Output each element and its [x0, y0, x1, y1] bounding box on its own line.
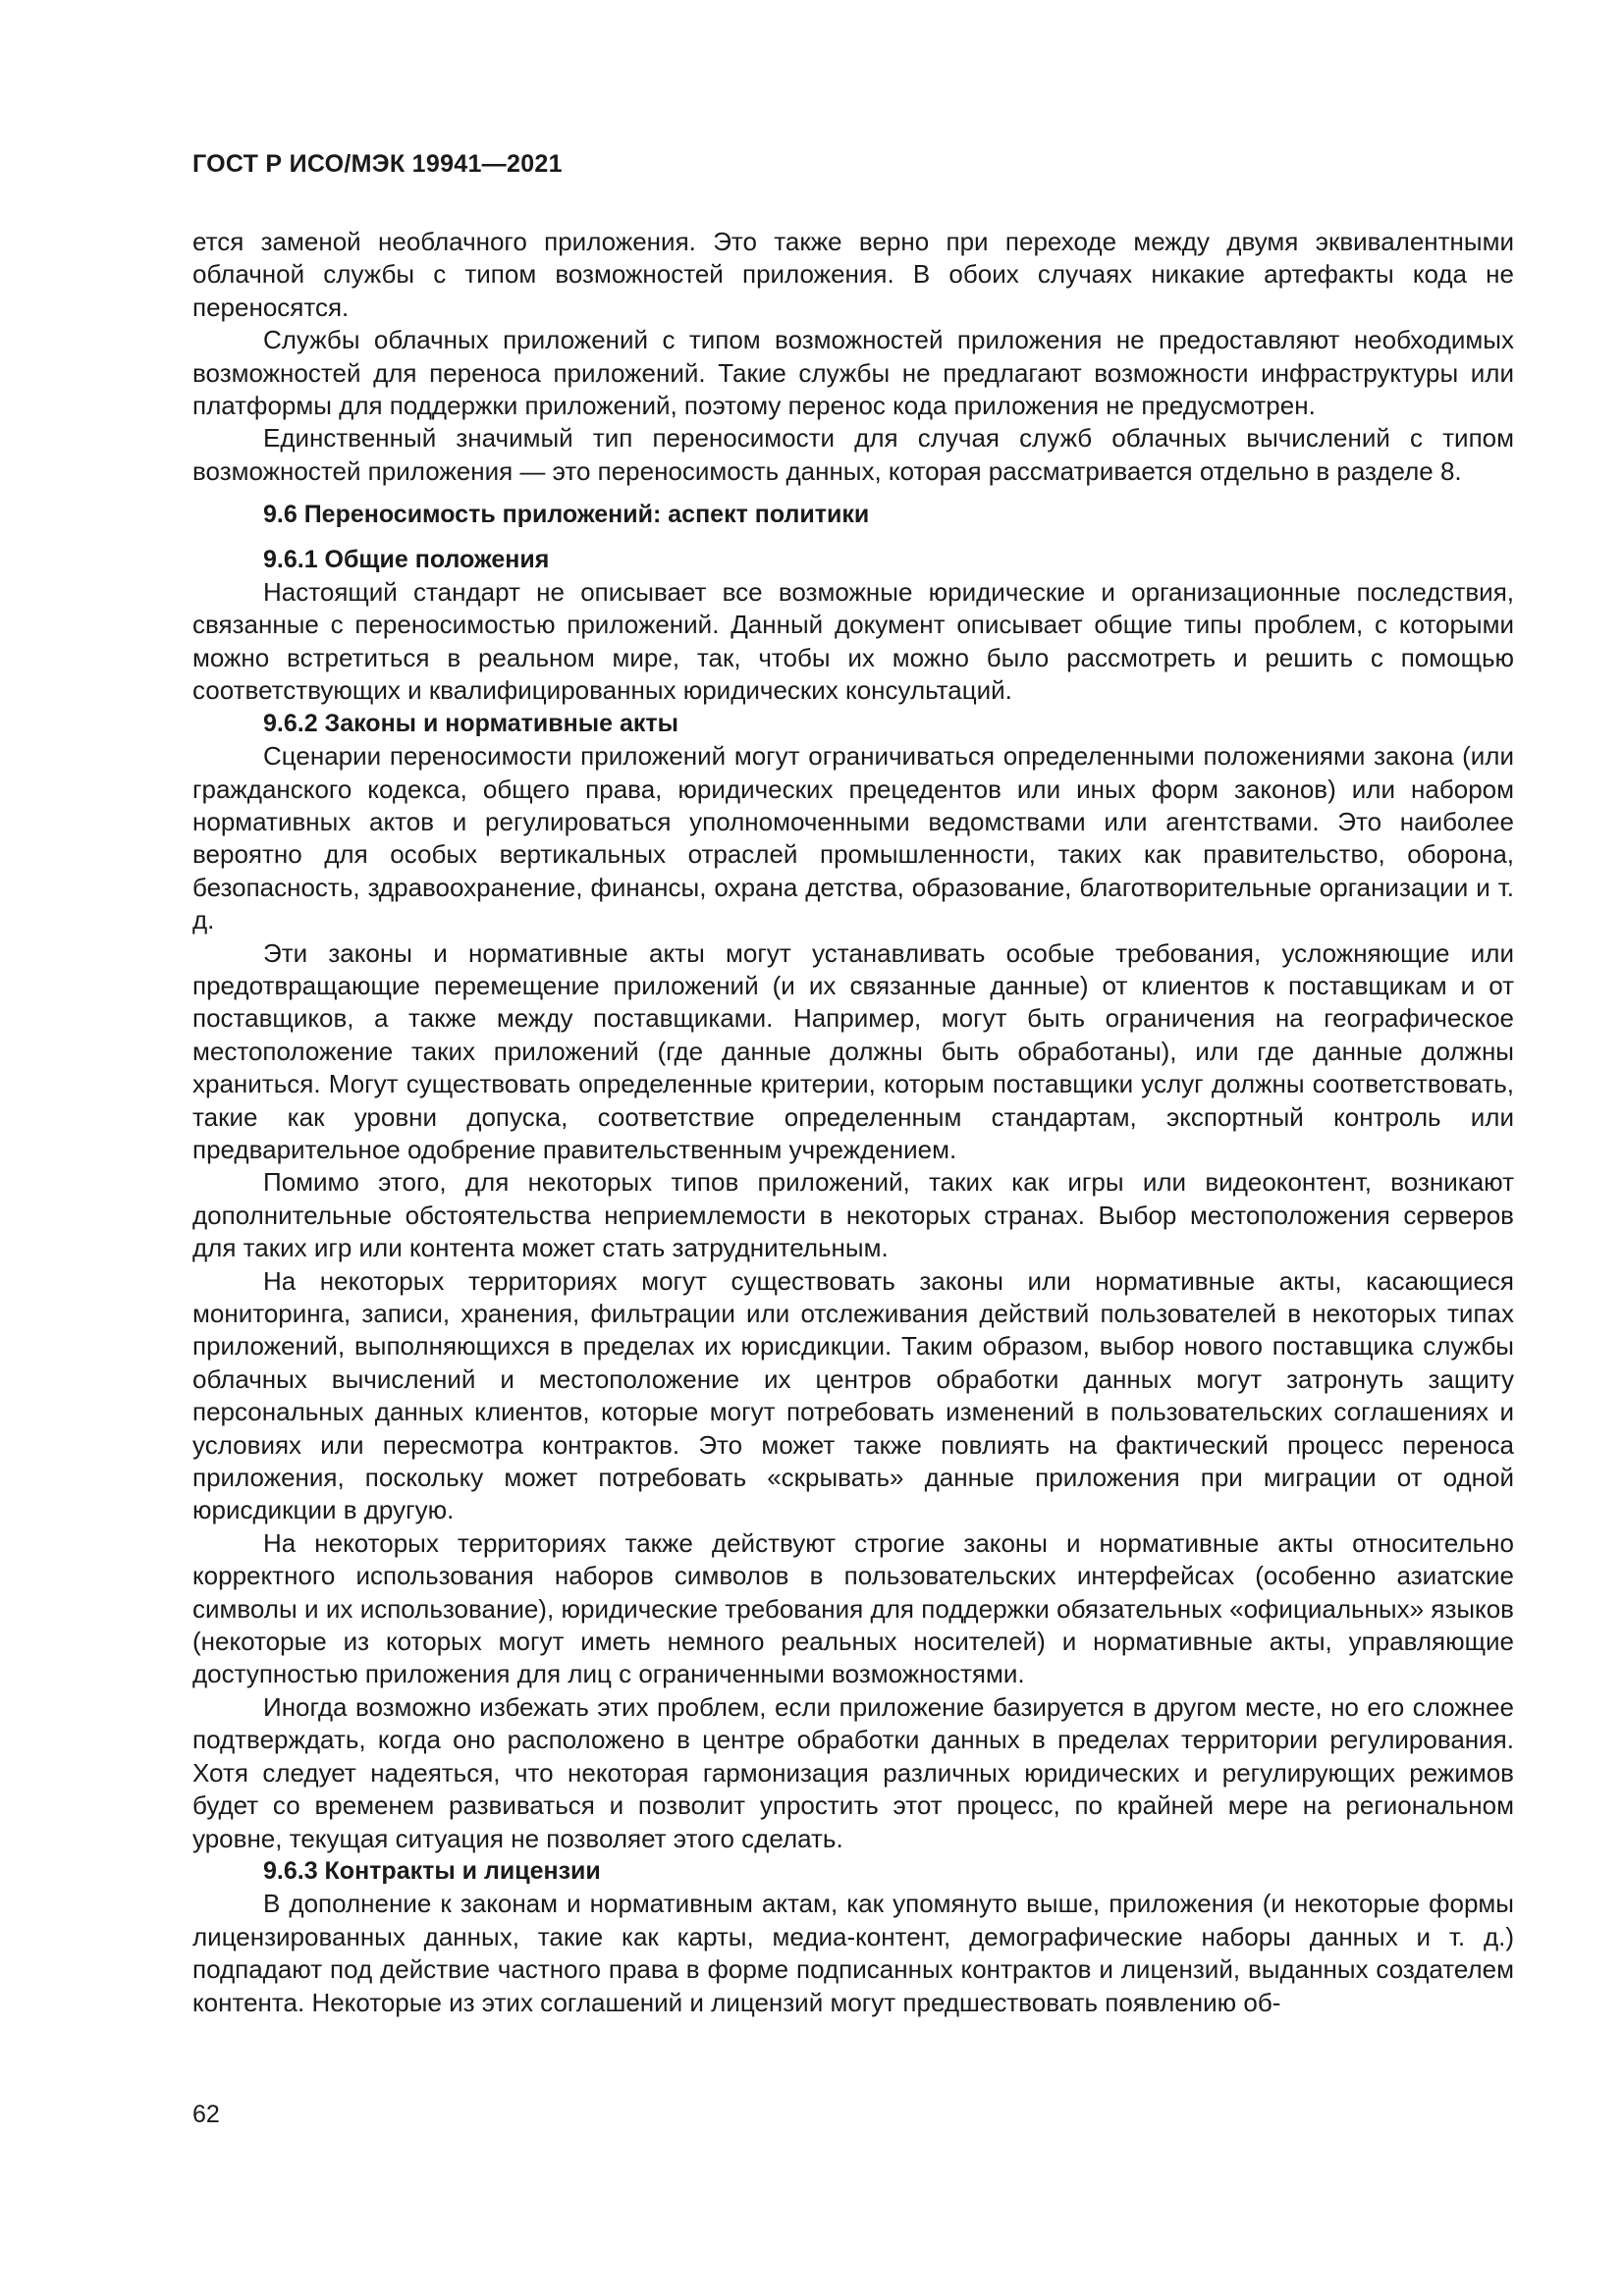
page-number: 62: [192, 2101, 220, 2128]
document-header-title: ГОСТ Р ИСО/МЭК 19941—2021: [192, 150, 563, 178]
paragraph-9-6-3: В дополнение к законам и нормативным актам, как упомянуто выше, приложения (и некоторые формы лицензированных данных, такие как карты, медиа-контент, демографические наборы данных и т. д.) подпадают под действие частного права в форме подписанных контрактов и лицензий, выданных создателем контента. Некоторые из этих соглашений и лицензий могут предшествовать появлению об-: [192, 1889, 1514, 2017]
subsection-heading-9-6-2: 9.6.2 Законы и нормативные акты: [263, 709, 678, 737]
paragraph-9-6-2-c: Помимо этого, для некоторых типов приложений, таких как игры или видеоконтент, возникают дополнительные обстоятельства неприемлемости в некоторых странах. Выбор местоположения серверов для таких игр или контента может стать затруднительным.: [192, 1167, 1514, 1263]
subsection-heading-9-6-1: 9.6.1 Общие положения: [263, 545, 550, 573]
paragraph-9-6-2-b: Эти законы и нормативные акты могут устанавливать особые требования, усложняющие или предотвращающие перемещение приложений (и их связанные данные) от клиентов к поставщикам и от поставщиков, а также между поставщиками. Например, могут быть ограничения на географическое местоположение таких приложений (где данные должны быть обработаны), или где данные должны храниться. Могут существовать определенные критерии, которым поставщики услуг должны соответствовать, такие как уровни допуска, соответствие определенным стандартам, экспортный контроль или предварительное одобрение правительственным учреждением.: [192, 937, 1514, 1164]
paragraph-9-6-1: Настоящий стандарт не описывает все возможные юридические и организационные последствия, связанные с переносимостью приложений. Данный документ описывает общие типы проблем, с которыми можно встретиться в реальном мире, так, чтобы их можно было рассмотреть и решить с помощью соответствующих и квалифицированных юридических консультаций.: [192, 577, 1514, 706]
paragraph-9-6-2-d: На некоторых территориях могут существовать законы или нормативные акты, касающиеся мониторинга, записи, хранения, фильтрации или отслеживания действий пользователей в некоторых типах приложений, выполняющихся в пределах их юрисдикции. Таким образом, выбор нового поставщика службы облачных вычислений и местоположение их центров обработки данных могут затронуть защиту персональных данных клиентов, которые могут потребовать изменений в пользовательских соглашениях и условиях или пересмотра контрактов. Это может также повлиять на фактический процесс переноса приложения, поскольку может потребовать «скрывать» данные приложения при миграции от одной юрисдикции в другую.: [192, 1265, 1514, 1525]
subsection-heading-9-6-3: 9.6.3 Контракты и лицензии: [263, 1856, 601, 1885]
paragraph-9-6-2-f: Иногда возможно избежать этих проблем, если приложение базируется в другом месте, но его сложнее подтверждать, когда оно расположено в центре обработки данных в пределах территории регулирования. Хотя следует надеяться, что некоторая гармонизация различных юридических и регулирующих режимов будет со временем развиваться и позволит упростить этот процесс, по крайней мере на региональном уровне, текущая ситуация не позволяет этого сделать.: [192, 1691, 1514, 1853]
paragraph-9-6-2-e: На некоторых территориях также действуют строгие законы и нормативные акты относительно корректного использования наборов символов в пользовательских интерфейсах (особенно азиатские символы и их использование), юридические требования для поддержки обязательных «официальных» языков (некоторые из которых могут иметь немного реальных носителей) и нормативные акты, управляющие доступностью приложения для лиц с ограниченными возможностями.: [192, 1527, 1514, 1689]
paragraph-intro-2: Службы облачных приложений с типом возможностей приложения не предоставляют необходимых возможностей для переноса приложений. Такие службы не предлагают возможности инфраструктуры или платформы для поддержки приложений, поэтому перенос кода приложения не предусмотрен.: [192, 325, 1514, 421]
paragraph-intro-1: ется заменой необлачного приложения. Это также верно при переходе между двумя эквивалентными облачной службы с типом возможностей приложения. В обоих случаях никакие артефакты кода не переносятся.: [192, 227, 1514, 322]
paragraph-intro-3: Единственный значимый тип переносимости для случая служб облачных вычислений с типом возможностей приложения — это переносимость данных, которая рассматривается отдельно в разделе 8.: [192, 423, 1514, 486]
page-content: [192, 226, 1514, 2019]
section-heading-9-6: 9.6 Переносимость приложений: аспект политики: [263, 501, 870, 529]
paragraph-9-6-2-a: Сценарии переносимости приложений могут ограничиваться определенными положениями закона (или гражданского кодекса, общего права, юридических прецедентов или иных форм законов) или набором нормативных актов и регулироваться уполномоченными ведомствами или агентствами. Это наиболее вероятно для особых вертикальных отраслей промышленности, таких как правительство, оборона, безопасность, здравоохранение, финансы, охрана детства, образование, благотворительные организации и т. д.: [192, 741, 1514, 935]
